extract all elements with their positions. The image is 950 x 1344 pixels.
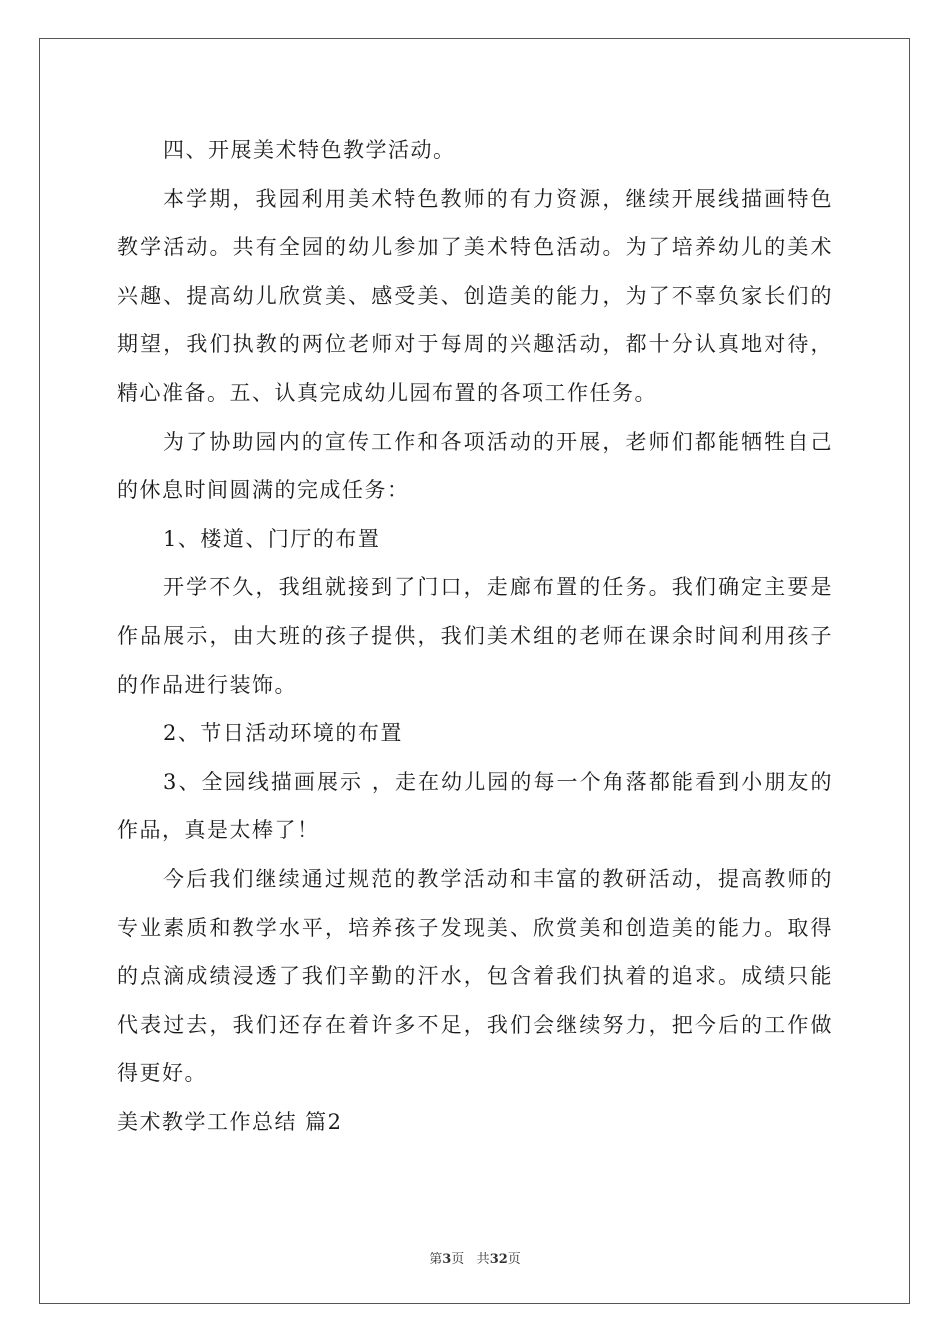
list-item-line-drawing-exhibit: 3、全园线描画展示 ，走在幼儿园的每一个角落都能看到小朋友的作品，真是太棒了！	[117, 769, 833, 843]
document-body	[117, 126, 833, 1146]
footer-total-pages: 32	[489, 1252, 508, 1267]
list-item-corridor-layout: 1、楼道、门厅的布置	[163, 526, 381, 551]
next-section-title: 美术教学工作总结 篇2	[117, 1109, 343, 1134]
section-heading-four: 四、开展美术特色教学活动。	[163, 138, 456, 162]
footer-page-suffix: 页	[451, 1252, 465, 1267]
footer-total-prefix: 共	[476, 1252, 490, 1267]
footer-total-suffix: 页	[507, 1252, 521, 1267]
paragraph-corridor-details: 开学不久，我组就接到了门口，走廊布置的任务。我们确定主要是作品展示，由大班的孩子提供，我们美术组的老师在课余时间利用孩子的作品进行装饰。	[117, 575, 833, 697]
paragraph-publicity-work: 为了协助园内的宣传工作和各项活动的开展，老师们都能牺牲自己的休息时间圆满的完成任务：	[117, 429, 833, 503]
footer-page-prefix: 第	[429, 1252, 443, 1267]
paragraph-art-activities: 本学期，我园利用美术特色教师的有力资源，继续开展线描画特色教学活动。共有全园的幼儿参加了美术特色活动。为了培养幼儿的美术兴趣、提高幼儿欣赏美、感受美、创造美的能力，为了不辜负家长们的期望，我们执教的两位老师对于每周的兴趣活动，都十分认真地对待，精心准备。五、认真完成幼儿园布置的各项工作任务。	[117, 186, 833, 405]
list-item-festival-layout: 2、节日活动环境的布置	[163, 721, 403, 746]
page-footer	[0, 1248, 950, 1267]
footer-page-number: 3	[442, 1252, 452, 1267]
paragraph-future-plans: 今后我们继续通过规范的教学活动和丰富的教研活动，提高教师的专业素质和教学水平，培养孩子发现美、欣赏美和创造美的能力。取得的点滴成绩浸透了我们辛勤的汗水，包含着我们执着的追求。成绩只能代表过去，我们还存在着许多不足，我们会继续努力，把今后的工作做得更好。	[117, 866, 833, 1086]
